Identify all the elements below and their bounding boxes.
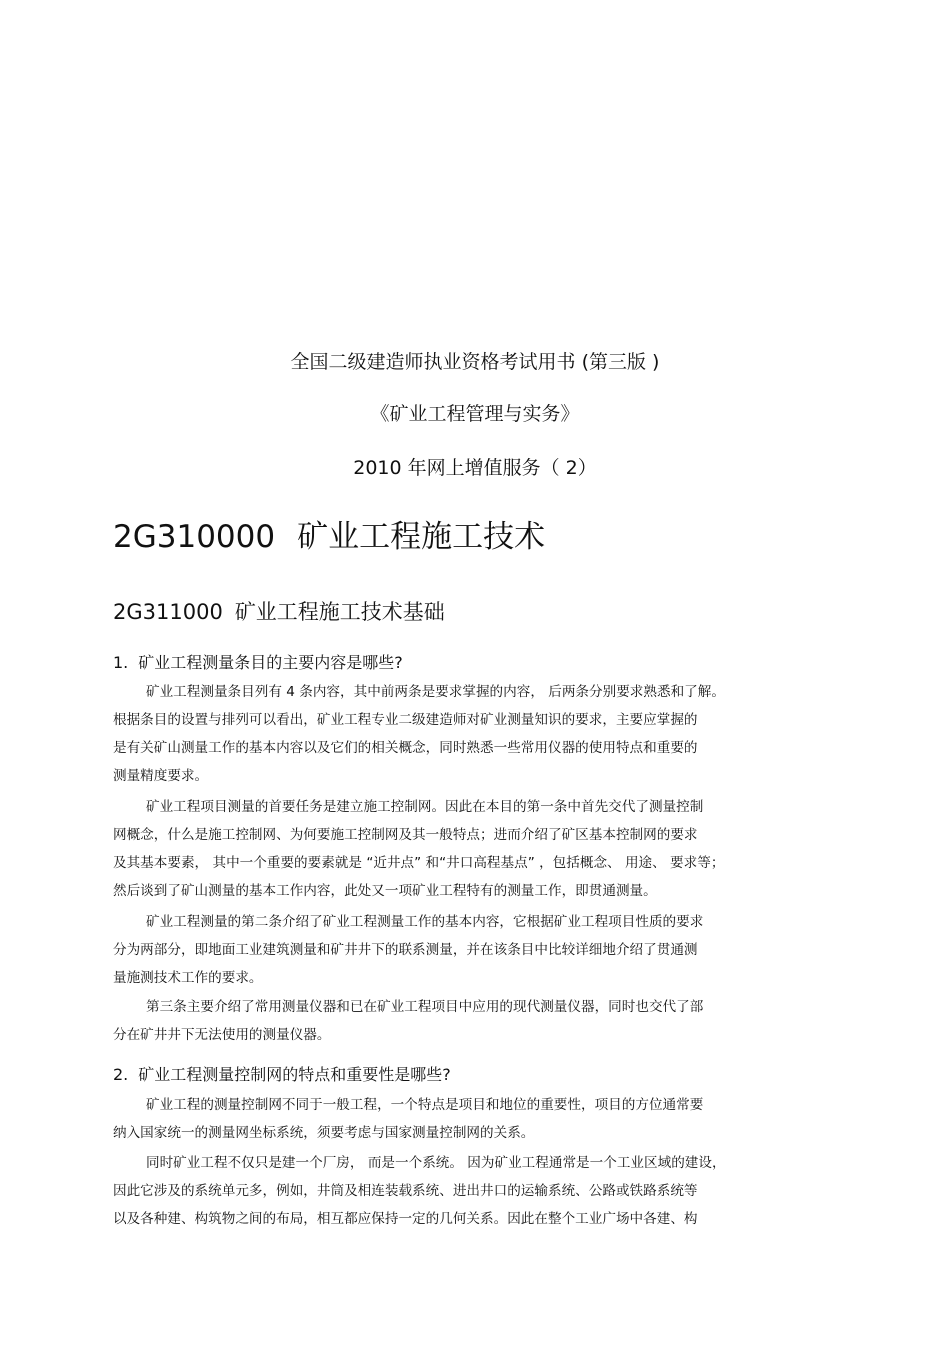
paragraph-line: 测量精度要求。 bbox=[113, 768, 209, 784]
section-title: 矿业工程施工技术基础 bbox=[234, 600, 445, 624]
paragraph-line: 根据条目的设置与排列可以看出，矿业工程专业二级建造师对矿业测量知识的要求，主要应掌握的 bbox=[113, 712, 698, 728]
paragraph-line: 矿业工程测量条目列有 4 条内容，其中前两条是要求掌握的内容， 后两条分别要求熟悉和了解。 bbox=[146, 684, 725, 700]
question-title: 矿业工程测量控制网的特点和重要性是哪些? bbox=[138, 1065, 451, 1084]
paragraph-line: 因此它涉及的系统单元多，例如，井筒及相连装载系统、进出井口的运输系统、公路或铁路系统等 bbox=[113, 1183, 698, 1199]
paragraph-line: 纳入国家统一的测量网坐标系统，须要考虑与国家测量控制网的关系。 bbox=[113, 1125, 535, 1141]
book-title: 《矿业工程管理与实务》 bbox=[370, 403, 580, 425]
question-title: 矿业工程测量条目的主要内容是哪些? bbox=[138, 653, 403, 672]
paragraph-line: 矿业工程项目测量的首要任务是建立施工控制网。因此在本目的第一条中首先交代了测量控制 bbox=[146, 799, 704, 815]
section-heading bbox=[113, 597, 445, 627]
paragraph-line: 以及各种建、构筑物之间的布局，相互都应保持一定的几何关系。因此在整个工业广场中各建、构 bbox=[113, 1211, 698, 1227]
paragraph-line: 然后谈到了矿山测量的基本工作内容，此处又一项矿业工程特有的测量工作，即贯通测量。 bbox=[113, 883, 657, 899]
paragraph-line: 第三条主要介绍了常用测量仪器和已在矿业工程项目中应用的现代测量仪器，同时也交代了部 bbox=[146, 999, 704, 1015]
service-title: 2010 年网上增值服务（ 2） bbox=[353, 457, 597, 479]
paragraph-line: 矿业工程的测量控制网不同于一般工程，一个特点是项目和地位的重要性，项目的方位通常要 bbox=[146, 1097, 704, 1113]
paragraph-line: 是有关矿山测量工作的基本内容以及它们的相关概念，同时熟悉一些常用仪器的使用特点和重要的 bbox=[113, 740, 698, 756]
question-number: 2. bbox=[113, 1065, 129, 1084]
paragraph-line: 分在矿井井下无法使用的测量仪器。 bbox=[113, 1027, 331, 1043]
paragraph-line: 及其基本要素， 其中一个重要的要素就是 “近井点” 和“井口高程基点” ，包括概念、 用途、 要求等； bbox=[113, 855, 725, 871]
question-number: 1. bbox=[113, 653, 129, 672]
chapter-title: 矿业工程施工技术 bbox=[297, 519, 546, 555]
paragraph-line: 同时矿业工程不仅只是建一个厂房， 而是一个系统。 因为矿业工程通常是一个工业区域的建设， bbox=[146, 1155, 726, 1171]
paragraph-line: 量施测技术工作的要求。 bbox=[113, 970, 263, 986]
section-code: 2G311000 bbox=[113, 600, 223, 624]
paragraph-line: 分为两部分，即地面工业建筑测量和矿井井下的联系测量，并在该条目中比较详细地介绍了贯通测 bbox=[113, 942, 698, 958]
paragraph-line: 网概念，什么是施工控制网、为何要施工控制网及其一般特点；进而介绍了矿区基本控制网的要求 bbox=[113, 827, 698, 843]
question-1-heading bbox=[113, 652, 403, 674]
question-2-heading bbox=[113, 1064, 451, 1086]
book-series-title: 全国二级建造师执业资格考试用书 (第三版 ) bbox=[290, 351, 660, 373]
chapter-heading bbox=[113, 515, 545, 559]
chapter-code: 2G310000 bbox=[113, 519, 276, 555]
paragraph-line: 矿业工程测量的第二条介绍了矿业工程测量工作的基本内容，它根据矿业工程项目性质的要求 bbox=[146, 914, 704, 930]
